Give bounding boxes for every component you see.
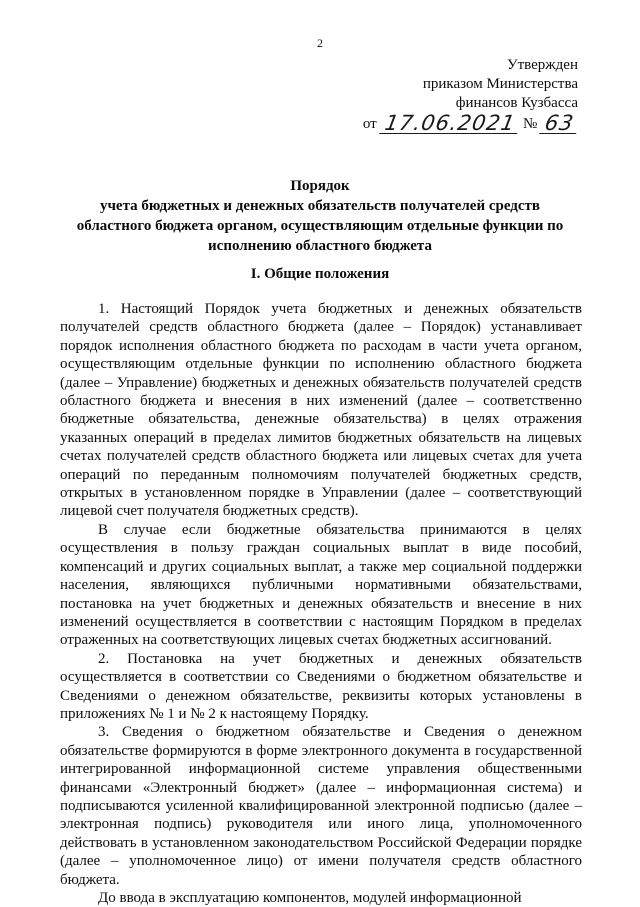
number-sign: № xyxy=(522,116,538,132)
title-line-4: исполнению областного бюджета xyxy=(208,238,432,254)
approval-line-ministry: финансов Кузбасса xyxy=(455,95,578,111)
paragraph-2: В случае если бюджетные обязательства принимаются в целях осуществления в пользу граждан социальных выплат в виде пособий, компенсаций и других социальных выплат, а также мер социальной поддержки населения, являющихся публичными нормативными обязательствами, постановка на учет бюджетных и денежных обязательств и внесение в них изменений осуществляется в соответствии с настоящим Порядком в пределах отраженных на соответствующих лицевых счетах бюджетных ассигнований. xyxy=(60,521,582,649)
paragraph-5: До ввода в эксплуатацию компонентов, модулей информационной xyxy=(98,890,522,906)
document-title xyxy=(60,176,580,256)
body-text xyxy=(60,300,582,907)
approval-stamp-block xyxy=(363,56,578,134)
approval-line-approved: Утвержден xyxy=(506,57,578,73)
approval-date-row xyxy=(363,113,578,134)
section-heading: I. Общие положения xyxy=(250,266,390,282)
title-line-3: областного бюджета органом, осуществляющим отдельные функции по xyxy=(76,218,564,234)
paragraph-1: 1. Настоящий Порядок учета бюджетных и денежных обязательств получателей средств областного бюджета (далее – Порядок) устанавливает порядок исполнения областного бюджета по расходам в части учета органом, осуществляющим отдельные функции по исполнению областного бюджета (далее – Управление) бюджетных и денежных обязательств получателей средств областного бюджета и внесения в них изменений (далее – соответственно бюджетные обязательства, денежные обязательства) в целях отражения указанных операций в пределах лимитов бюджетных обязательств на лицевых счетах получателей средств областного бюджета или лицевых счетах для учета операций по переданным полномочиям получателей бюджетных средств, открытых в установленном порядке в Управлении (далее – соответствующий лицевой счет получателя бюджетных средств). xyxy=(60,301,582,520)
handwritten-date: 17.06.2021 xyxy=(379,113,521,134)
paragraph-4: 3. Сведения о бюджетном обязательстве и Сведения о денежном обязательстве формируются в форме электронного документа в государственной интегрированной информационной системе управления общественными финансами «Электронный бюджет» (далее – информационная система) и подписываются усиленной квалифицированной электронной подписью (далее – электронная подпись) руководителя или иного лица, уполномоченного действовать в установленном законодательством Российской Федерации порядке (далее – уполномоченное лицо) от имени получателя средств областного бюджета. xyxy=(60,724,582,888)
page-number: 2 xyxy=(317,36,323,50)
title-line-2: учета бюджетных и денежных обязательств получателей средств xyxy=(99,198,541,214)
approval-line-order: приказом Министерства xyxy=(422,76,578,92)
approval-from-label: от xyxy=(362,116,377,132)
title-line-1: Порядок xyxy=(290,178,350,194)
handwritten-order-number: 63 xyxy=(539,113,579,134)
paragraph-3: 2. Постановка на учет бюджетных и денежных обязательств осуществляется в соответствии со Сведениями о бюджетном обязательстве и Сведениями о денежном обязательстве, реквизиты которых установлены в приложениях № 1 и № 2 к настоящему Порядку. xyxy=(60,650,582,722)
